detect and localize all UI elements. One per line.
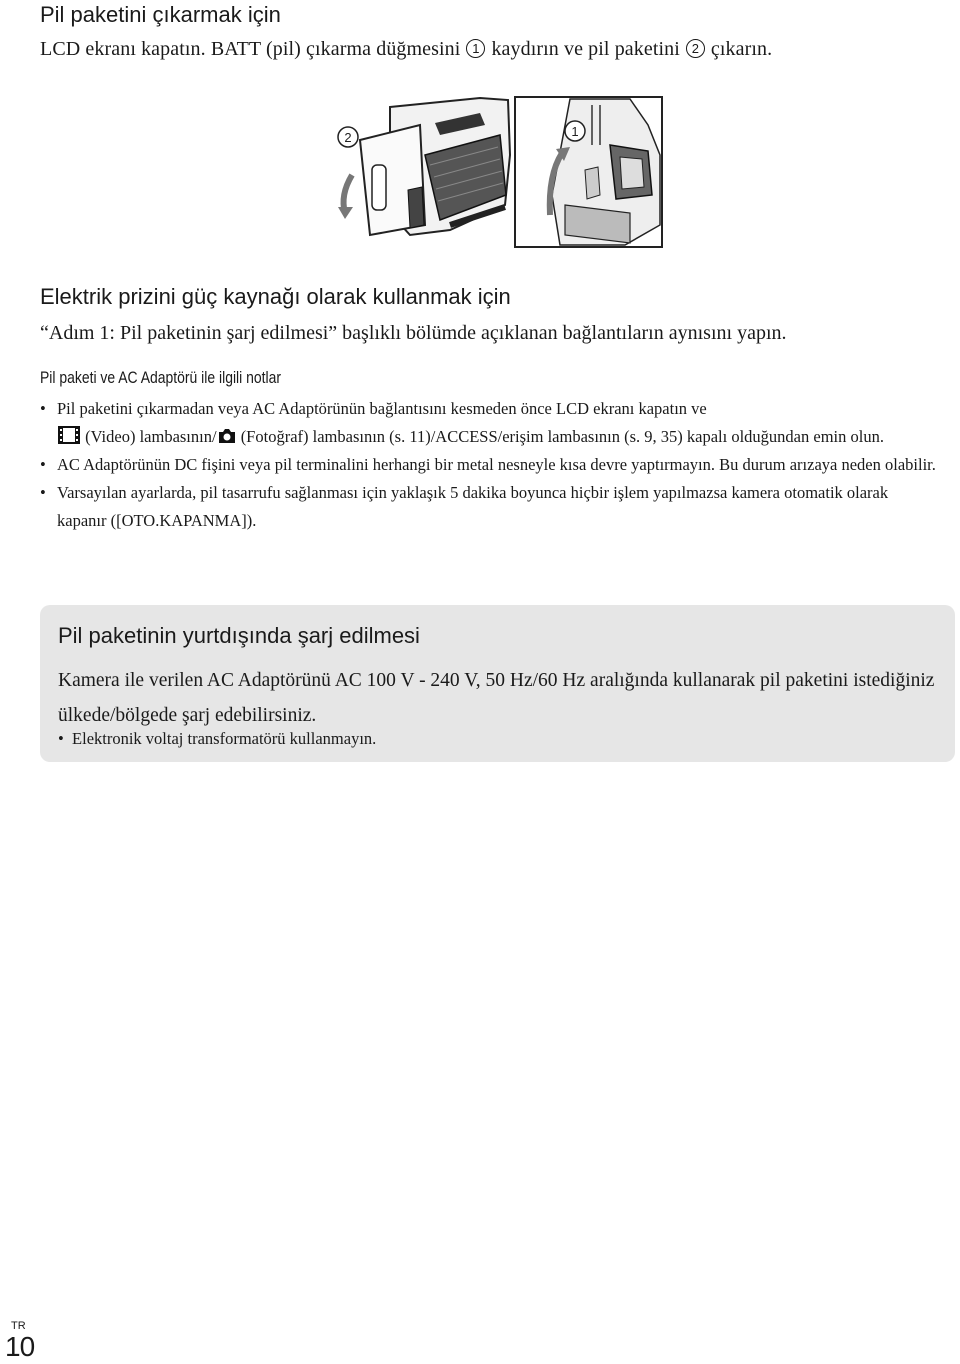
section-title-remove-battery: Pil paketini çıkarmak için [40, 2, 281, 27]
section-title-wall-outlet: Elektrik prizini güç kaynağı olarak kullanmak için [40, 284, 511, 309]
instruction-text-a: LCD ekranı kapatın. BATT (pil) çıkarma düğmesini [40, 38, 461, 60]
overseas-charging-text: Kamera ile verilen AC Adaptörünü AC 100 V - 240 V, 50 Hz/60 Hz aralığında kullanarak pil paketini istediğiniz ülkede/bölgede şarj edebilirsiniz. [58, 670, 935, 726]
notes-heading: Pil paketi ve AC Adaptörü ile ilgili notlar [40, 368, 281, 387]
note-1-text-b: (Video) lambasının/ [85, 427, 217, 446]
movie-icon [57, 425, 81, 445]
camcorder-illustration-svg [330, 95, 665, 250]
camera-icon [217, 427, 237, 445]
language-code: TR [11, 1320, 26, 1332]
instruction-text-c: çıkarın. [710, 38, 773, 60]
page-number: 10 [5, 1331, 35, 1362]
note-3-text: Varsayılan ayarlarda, pil tasarrufu sağlanması için yaklaşık 5 dakika boyunca hiçbir işlem yapılmazsa kamera otomatik olarak kapanır ([OTO.KAPANMA]). [57, 483, 889, 530]
note-1-text-c: (Fotoğraf) lambasının (s. 11)/ACCESS/erişim lambasının (s. 9, 35) kapalı olduğundan emin olun. [240, 427, 884, 446]
instruction-text-b: kaydırın ve pil paketini [491, 38, 680, 60]
illustration-marker-1-label: 1 [571, 124, 579, 139]
notes-list [40, 395, 940, 535]
remove-battery-instructions [40, 38, 772, 61]
step-marker-1: 1 [466, 39, 485, 58]
bullet-mark: • [58, 729, 64, 748]
bullet-mark: • [40, 483, 46, 502]
step-marker-2: 2 [686, 39, 705, 58]
note-2-text: AC Adaptörünün DC fişini veya pil terminalini herhangi bir metal nesneyle kısa devre yaptırmayın. Bu durum arızaya neden olabilir. [57, 455, 936, 474]
overseas-charging-note-text: Elektronik voltaj transformatörü kullanmayın. [72, 729, 377, 748]
list-item [40, 395, 940, 451]
note-1-text-a: Pil paketini çıkarmadan veya AC Adaptörünün bağlantısını kesmeden önce LCD ekranı kapatın ve [57, 399, 707, 418]
list-item [40, 479, 940, 535]
wall-outlet-instructions: “Adım 1: Pil paketinin şarj edilmesi” başlıklı bölümde açıklanan bağlantıların aynısını yapın. [40, 322, 787, 344]
overseas-charging-box [40, 605, 955, 762]
battery-release-detail-drawing [552, 99, 660, 245]
list-item [40, 451, 940, 479]
overseas-charging-note [58, 729, 376, 749]
camcorder-body-drawing [360, 98, 510, 235]
overseas-charging-title: Pil paketinin yurtdışında şarj edilmesi [58, 623, 420, 648]
camcorder-battery-removal-illustration [330, 95, 665, 250]
bullet-mark: • [40, 455, 46, 474]
illustration-marker-2-label: 2 [344, 130, 352, 145]
bullet-mark: • [40, 399, 46, 418]
